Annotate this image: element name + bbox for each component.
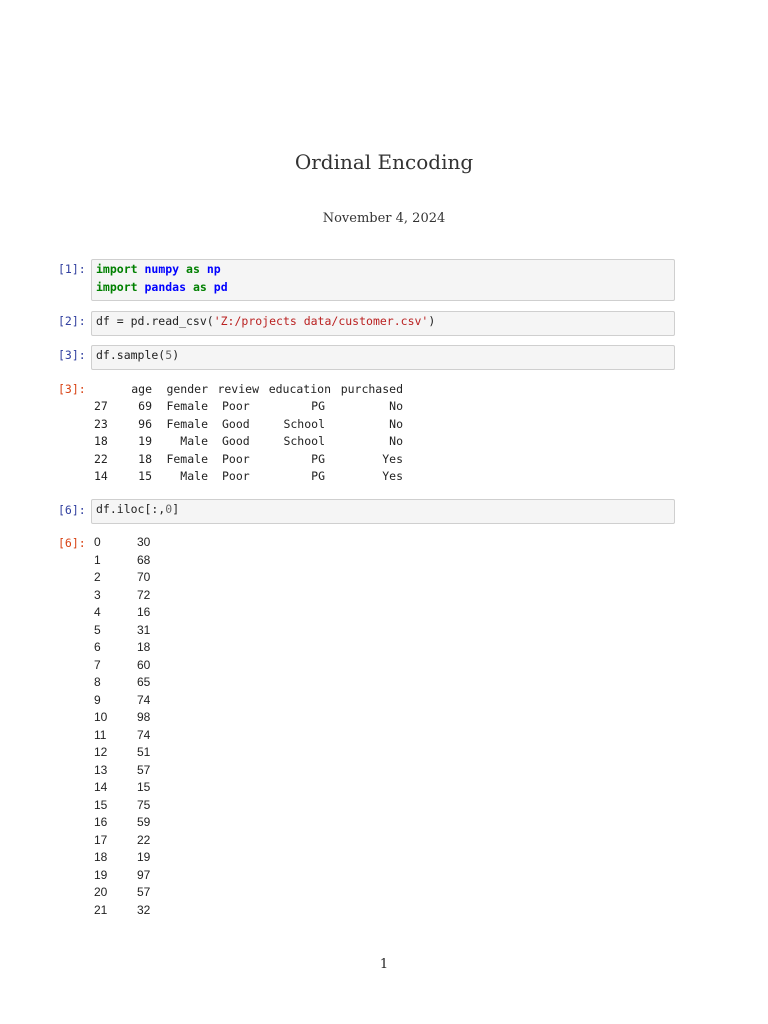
series-value: 57: [137, 885, 151, 899]
series-index: 8: [94, 675, 101, 689]
series-value: 19: [137, 850, 151, 864]
series-index: 20: [94, 885, 108, 899]
document-date: November 4, 2024: [322, 211, 446, 226]
series-value: 18: [137, 640, 151, 654]
table-cell: Poor: [222, 399, 250, 414]
header-cell: [94, 380, 122, 398]
series-value: 98: [137, 710, 151, 724]
series-value: 32: [137, 902, 151, 917]
table-cell: Male: [180, 469, 208, 484]
table-cell: No: [389, 399, 403, 414]
series-value: 16: [137, 605, 151, 619]
series-value: 70: [137, 570, 151, 584]
input-prompt-1: [1]:: [58, 262, 86, 276]
table-cell: Female: [166, 399, 208, 414]
header-cell: gender: [166, 381, 208, 396]
series-index: 2: [94, 570, 101, 584]
table-cell: PG: [311, 451, 325, 466]
series-index: 16: [94, 815, 108, 829]
code-line: df.sample(5): [96, 348, 180, 362]
table-cell: Good: [222, 434, 250, 449]
series-index: 6: [94, 640, 101, 654]
input-prompt-3: [3]:: [58, 348, 86, 362]
code-line: import numpy as np: [96, 262, 221, 276]
series-value: 30: [137, 535, 151, 549]
header-cell: purchased: [340, 381, 403, 396]
series-index: 12: [94, 745, 108, 759]
series-index: 18: [94, 850, 108, 864]
table-cell: Female: [166, 416, 208, 431]
header-cell: education: [268, 381, 331, 396]
series-index: 1: [94, 552, 101, 567]
output-prompt-3: [3]:: [58, 382, 86, 396]
series-index: 9: [94, 692, 101, 707]
table-header-row: [94, 380, 403, 398]
table-row: [94, 468, 403, 486]
table-cell: School: [283, 416, 325, 431]
series-value: 31: [137, 622, 151, 637]
series-value: 72: [137, 587, 151, 602]
table-cell: Female: [166, 451, 208, 466]
index-cell: 23: [94, 416, 108, 431]
dataframe-table: [94, 380, 403, 485]
header-cell: review: [217, 381, 259, 396]
table-row: [94, 433, 403, 451]
code-cell-6[interactable]: [91, 499, 675, 524]
series-value: 51: [137, 745, 151, 759]
code-cell-2[interactable]: [91, 311, 675, 336]
series-value: 65: [137, 675, 151, 689]
table-cell: 19: [138, 434, 152, 449]
series-value: 97: [137, 867, 151, 882]
series-index: 10: [94, 710, 108, 724]
index-cell: 27: [94, 399, 108, 414]
code-cell-1[interactable]: [91, 259, 675, 301]
table-cell: PG: [311, 399, 325, 414]
table-cell: No: [389, 434, 403, 449]
series-value: 57: [137, 762, 151, 777]
series-value: 15: [137, 780, 151, 794]
series-index: 21: [94, 902, 108, 917]
input-prompt-6: [6]:: [58, 503, 86, 517]
table-row: [94, 398, 403, 416]
table-cell: Poor: [222, 469, 250, 484]
page-number: 1: [379, 957, 389, 972]
series-value: 22: [137, 832, 151, 847]
code-line: import pandas as pd: [96, 279, 228, 294]
index-cell: 18: [94, 434, 108, 449]
table-row: [94, 450, 403, 468]
series-index: 0: [94, 535, 101, 549]
table-cell: Yes: [382, 451, 403, 466]
series-index: 15: [94, 797, 108, 812]
series-index: 17: [94, 832, 108, 847]
series-value: 68: [137, 552, 151, 567]
code-line: df = pd.read_csv('Z:/projects data/customer.csv'): [96, 314, 436, 328]
series-value: 74: [137, 727, 151, 742]
table-cell: School: [283, 434, 325, 449]
series-value: 60: [137, 657, 151, 672]
table-cell: Poor: [222, 451, 250, 466]
series-index: 11: [94, 727, 107, 742]
series-index: 13: [94, 762, 108, 777]
input-prompt-2: [2]:: [58, 314, 86, 328]
index-cell: 22: [94, 451, 108, 466]
series-value: 59: [137, 815, 151, 829]
document-title: Ordinal Encoding: [294, 150, 474, 174]
table-cell: 69: [138, 399, 152, 414]
series-value: 75: [137, 797, 151, 812]
dataframe-output: [94, 380, 403, 485]
series-value: 74: [137, 692, 151, 707]
output-prompt-6: [6]:: [58, 536, 86, 550]
table-cell: Good: [222, 416, 250, 431]
table-cell: No: [389, 416, 403, 431]
table-cell: 96: [138, 416, 152, 431]
table-cell: Male: [180, 434, 208, 449]
series-index: 19: [94, 867, 108, 882]
table-cell: 15: [138, 469, 152, 484]
table-cell: Yes: [382, 469, 403, 484]
code-line: df.iloc[:,0]: [96, 502, 180, 516]
series-index: 3: [94, 587, 101, 602]
series-index: 7: [94, 657, 101, 672]
header-cell: age: [131, 381, 152, 396]
series-index: 5: [94, 622, 101, 637]
table-row: [94, 415, 403, 433]
series-index: 4: [94, 605, 101, 619]
index-cell: 14: [94, 469, 108, 484]
code-cell-3[interactable]: [91, 345, 675, 370]
table-cell: PG: [311, 469, 325, 484]
table-cell: 18: [138, 451, 152, 466]
series-index: 14: [94, 780, 108, 794]
